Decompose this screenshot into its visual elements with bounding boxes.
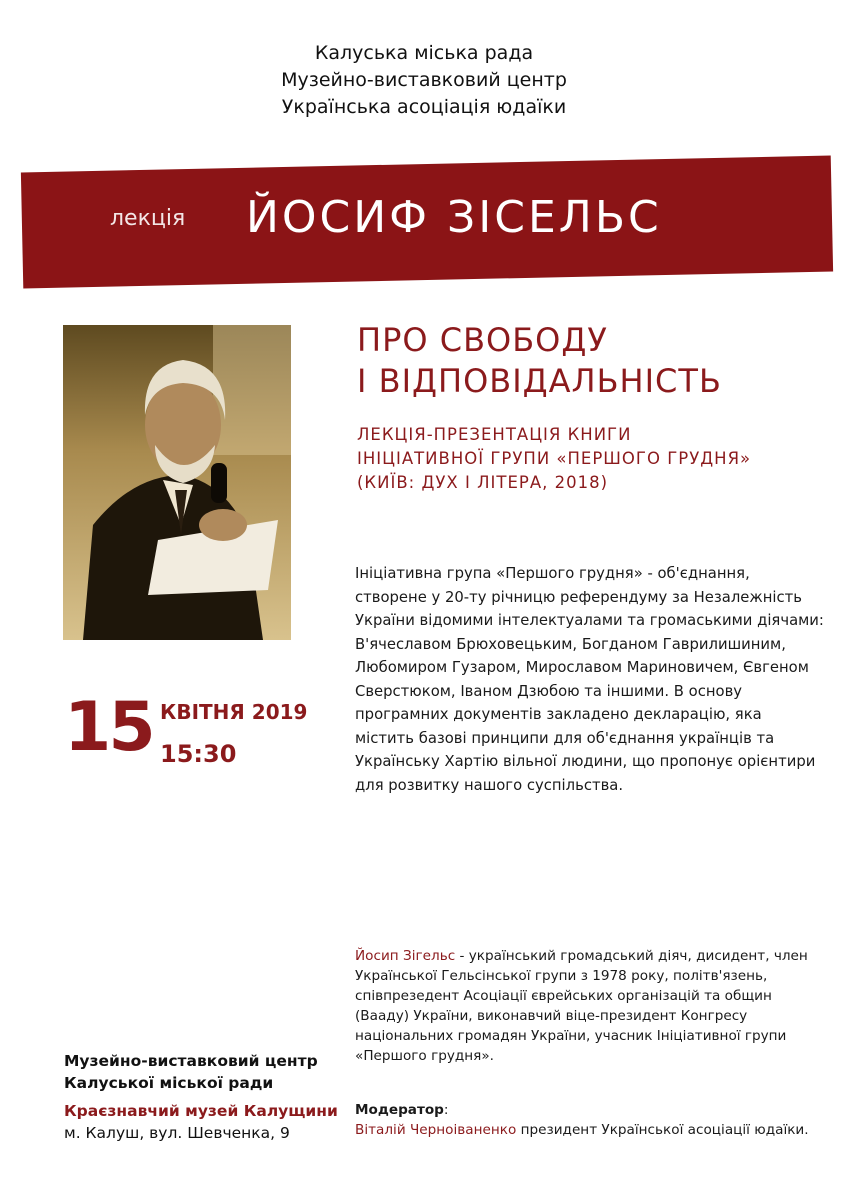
- speaker-name: ЙОСИФ ЗІСЕЛЬС: [246, 192, 662, 243]
- moderator-name: Віталій Черноіваненко: [355, 1122, 517, 1138]
- venue-museum-name: Краєзнавчий музей Калущини: [64, 1102, 338, 1120]
- moderator-colon: :: [443, 1102, 449, 1118]
- description-paragraph: Ініціативна група «Першого грудня» - об'єднання, створене у 20-ту річницю референдуму за Незалежність України відомими інтелектуалами та громаськими діячами: В'ячеславом Брюховецьким, Богданом Гаврилишиним, Любомиром Гузаром, Мирославом Мариновичем, Євгеном Сверстюком, Іваном Дзюбою та іншими. В основу програмних документів закладено декларацію, яка містить базові принципи для об'єднання українців та Українську Хартію вільної людини, що пропонує орієнтири для розвитку нашого суспільства.: [355, 565, 824, 794]
- venue-address: м. Калуш, вул. Шевченка, 9: [64, 1124, 290, 1142]
- bio-name: Йосип Зігельс: [355, 948, 456, 964]
- moderator-label: Модератор: [355, 1102, 444, 1118]
- subtitle-line: ІНІЦІАТИВНОЇ ГРУПИ «ПЕРШОГО ГРУДНЯ»: [357, 449, 752, 468]
- lecture-title-line: ПРО СВОБОДУ: [357, 321, 608, 359]
- lecture-subtitle: [357, 423, 827, 495]
- venue-line-1: Музейно-виставковий центр: [64, 1052, 318, 1070]
- bio-text: - український громадський діяч, дисидент, член Української Гельсінської групи з 1978 року, політв'язень, співпрезедент Асоціації єврейських організацій та общин (Вааду) України, виконавчий віце-президент Конгресу національних громадян України, учасник Ініціативної групи «Першого грудня».: [355, 948, 808, 1064]
- lecture-title-line: І ВІДПОВІДАЛЬНІСТЬ: [357, 362, 722, 400]
- speaker-photo: [63, 325, 291, 640]
- subtitle-line: (КИЇВ: ДУХ І ЛІТЕРА, 2018): [357, 473, 609, 492]
- organizers-block: [0, 40, 848, 121]
- banner-text: [0, 192, 848, 246]
- event-time: 15:30: [160, 740, 237, 768]
- speaker-bio: [355, 946, 825, 1066]
- venue-block: [64, 1050, 354, 1144]
- event-kind: лекція: [110, 206, 186, 231]
- lecture-title: [357, 320, 827, 402]
- subtitle-line: ЛЕКЦІЯ-ПРЕЗЕНТАЦІЯ КНИГИ: [357, 425, 632, 444]
- speaker-photo-illustration: [63, 325, 291, 640]
- organizer-museum-center: Музейно-виставковий центр: [281, 69, 567, 91]
- event-day: 15: [64, 688, 153, 767]
- event-month-year: КВІТНЯ 2019: [160, 700, 308, 724]
- moderator-block: [355, 1100, 825, 1140]
- organizer-judaica-association: Українська асоціація юдаїки: [281, 96, 567, 118]
- organizer-city-council: Калуська міська рада: [314, 42, 534, 64]
- moderator-text: президент Української асоціації юдаїки.: [516, 1122, 809, 1138]
- venue-line-2: Калуської міської ради: [64, 1074, 274, 1092]
